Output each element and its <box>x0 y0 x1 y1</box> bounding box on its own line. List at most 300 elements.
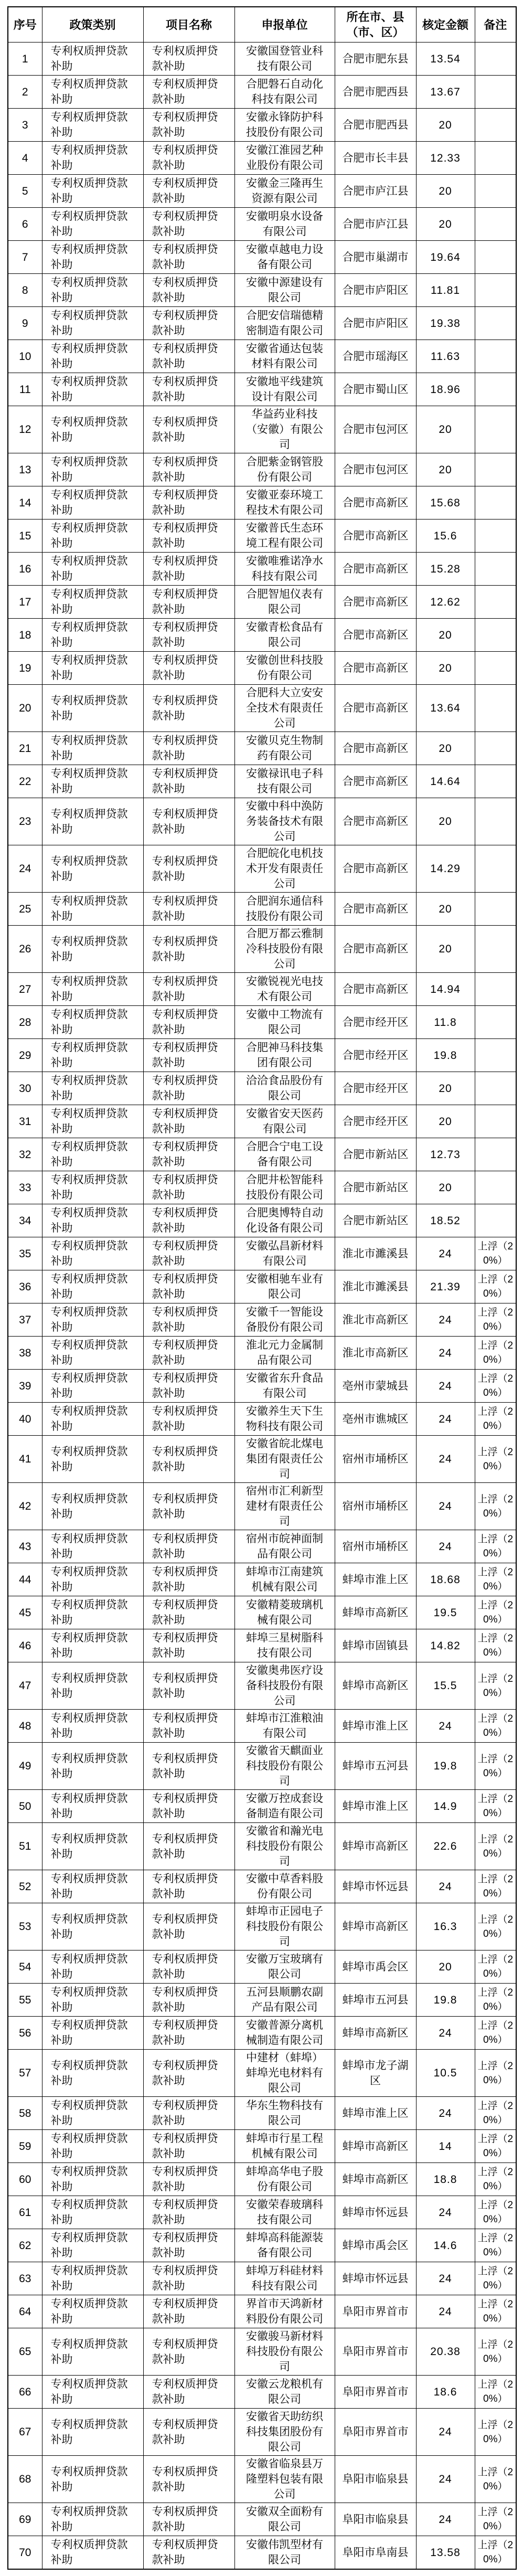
table-row <box>8 2229 516 2262</box>
remark-cell: 上浮（20%） <box>475 1903 516 1950</box>
remark-cell <box>475 1006 516 1039</box>
table-row <box>8 1563 516 1596</box>
table-row <box>8 1403 516 1436</box>
row-number-cell: 29 <box>8 1039 42 1072</box>
row-number-cell: 55 <box>8 1984 42 2017</box>
applicant-company-cell: 安徽禄讯电子科技有限公司 <box>234 765 335 798</box>
project-name-cell: 专利权质押贷款补助 <box>143 586 234 619</box>
row-number-cell: 40 <box>8 1403 42 1436</box>
remark-cell: 上浮（20%） <box>475 2328 516 2376</box>
city-county-cell: 合肥市庐江县 <box>335 175 416 208</box>
applicant-company-cell: 安徽相驰车业有限公司 <box>234 1270 335 1303</box>
project-name-cell: 专利权质押贷款补助 <box>143 2229 234 2262</box>
row-number-cell: 3 <box>8 109 42 142</box>
city-county-cell: 蚌埠市高新区 <box>335 2130 416 2163</box>
city-county-cell: 蚌埠市怀远县 <box>335 2196 416 2229</box>
applicant-company-cell: 合肥安信瑞德精密制造有限公司 <box>234 307 335 340</box>
project-name-cell: 专利权质押贷款补助 <box>143 1950 234 1984</box>
table-row <box>8 175 516 208</box>
remark-cell: 上浮（20%） <box>475 1270 516 1303</box>
project-name-cell: 专利权质押贷款补助 <box>143 926 234 973</box>
applicant-company-cell: 宿州市汇利新型建材有限责任公司 <box>234 1483 335 1530</box>
city-county-cell: 蚌埠市淮上区 <box>335 2097 416 2130</box>
table-row <box>8 2503 516 2536</box>
policy-category-cell: 专利权质押贷款补助 <box>42 798 143 845</box>
table-row <box>8 1950 516 1984</box>
approved-amount-cell: 13.54 <box>416 43 475 76</box>
approved-amount-cell: 22.6 <box>416 1823 475 1870</box>
policy-category-cell: 专利权质押贷款补助 <box>42 2328 143 2376</box>
city-county-cell: 淮北市濉溪县 <box>335 1270 416 1303</box>
approved-amount-cell: 19.8 <box>416 1039 475 1072</box>
row-number-cell: 70 <box>8 2536 42 2570</box>
table-row <box>8 2409 516 2456</box>
remark-cell <box>475 1138 516 1171</box>
project-name-cell: 专利权质押贷款补助 <box>143 732 234 765</box>
city-county-cell: 蚌埠市怀远县 <box>335 1870 416 1903</box>
city-county-cell: 合肥市包河区 <box>335 453 416 486</box>
policy-category-cell: 专利权质押贷款补助 <box>42 2017 143 2050</box>
approved-amount-cell: 11.8 <box>416 1006 475 1039</box>
remark-cell <box>475 1039 516 1072</box>
applicant-company-cell: 蚌埠高科能源装备有限公司 <box>234 2229 335 2262</box>
table-row <box>8 1870 516 1903</box>
table-row <box>8 1171 516 1204</box>
remark-cell: 上浮（20%） <box>475 2262 516 2295</box>
applicant-company-cell: 安徽永锋防护科技股份有限公司 <box>234 109 335 142</box>
table-row <box>8 1270 516 1303</box>
row-number-cell: 14 <box>8 486 42 520</box>
row-number-cell: 44 <box>8 1563 42 1596</box>
approved-amount-cell: 24 <box>416 2097 475 2130</box>
approved-amount-cell: 14.29 <box>416 845 475 893</box>
table-row <box>8 2196 516 2229</box>
remark-cell <box>475 208 516 241</box>
policy-category-cell: 专利权质押贷款补助 <box>42 586 143 619</box>
project-name-cell: 专利权质押贷款补助 <box>143 1596 234 1629</box>
city-county-cell: 合肥市高新区 <box>335 586 416 619</box>
policy-category-cell: 专利权质押贷款补助 <box>42 274 143 307</box>
approved-amount-cell: 12.62 <box>416 586 475 619</box>
table-row <box>8 43 516 76</box>
table-row <box>8 241 516 274</box>
project-name-cell: 专利权质押贷款补助 <box>143 2163 234 2196</box>
row-number-cell: 15 <box>8 520 42 553</box>
policy-category-cell: 专利权质押贷款补助 <box>42 1270 143 1303</box>
remark-cell: 上浮（20%） <box>475 1563 516 1596</box>
project-name-cell: 专利权质押贷款补助 <box>143 2262 234 2295</box>
row-number-cell: 50 <box>8 1790 42 1823</box>
project-name-cell: 专利权质押贷款补助 <box>143 1039 234 1072</box>
table-row <box>8 1337 516 1370</box>
applicant-company-cell: 安徽明泉水设备有限公司 <box>234 208 335 241</box>
city-county-cell: 蚌埠市高新区 <box>335 1662 416 1710</box>
row-number-cell: 17 <box>8 586 42 619</box>
row-number-cell: 35 <box>8 1237 42 1270</box>
approved-amount-cell: 13.64 <box>416 685 475 732</box>
city-county-cell: 合肥市蜀山区 <box>335 373 416 406</box>
policy-category-cell: 专利权质押贷款补助 <box>42 1984 143 2017</box>
approved-amount-cell: 20 <box>416 453 475 486</box>
city-county-cell: 合肥市肥西县 <box>335 109 416 142</box>
policy-category-cell: 专利权质押贷款补助 <box>42 1530 143 1563</box>
table-row <box>8 1436 516 1483</box>
applicant-company-cell: 安徽省和瀚光电科技股份有限公司 <box>234 1823 335 1870</box>
approved-amount-cell: 20 <box>416 175 475 208</box>
applicant-company-cell: 安徽省天助纺织科技集团股份有限公司 <box>234 2409 335 2456</box>
city-county-cell: 合肥市高新区 <box>335 798 416 845</box>
city-county-cell: 宿州市埇桥区 <box>335 1483 416 1530</box>
city-county-cell: 阜阳市临泉县 <box>335 2503 416 2536</box>
applicant-company-cell: 合肥井松智能科技股份有限公司 <box>234 1171 335 1204</box>
approved-amount-cell: 15.5 <box>416 1662 475 1710</box>
table-row <box>8 340 516 373</box>
remark-cell: 上浮（20%） <box>475 2376 516 2409</box>
row-number-cell: 45 <box>8 1596 42 1629</box>
policy-category-cell: 专利权质押贷款补助 <box>42 2536 143 2570</box>
city-county-cell: 蚌埠市五河县 <box>335 1743 416 1790</box>
approved-amount-cell: 18.96 <box>416 373 475 406</box>
policy-category-cell: 专利权质押贷款补助 <box>42 2050 143 2097</box>
policy-category-cell: 专利权质押贷款补助 <box>42 406 143 453</box>
policy-category-cell: 专利权质押贷款补助 <box>42 1436 143 1483</box>
table-row <box>8 1370 516 1403</box>
row-number-cell: 26 <box>8 926 42 973</box>
city-county-cell: 宿州市埇桥区 <box>335 1436 416 1483</box>
approved-amount-cell: 11.81 <box>416 274 475 307</box>
remark-cell <box>475 1072 516 1105</box>
approved-amount-cell: 12.33 <box>416 142 475 175</box>
city-county-cell: 亳州市谯城区 <box>335 1403 416 1436</box>
policy-category-cell: 专利权质押贷款补助 <box>42 142 143 175</box>
project-name-cell: 专利权质押贷款补助 <box>143 765 234 798</box>
approved-amount-cell: 24 <box>416 1483 475 1530</box>
remark-cell <box>475 373 516 406</box>
table-row <box>8 586 516 619</box>
applicant-company-cell: 合肥皖化电机技术开发有限责任公司 <box>234 845 335 893</box>
approved-amount-cell: 18.8 <box>416 2163 475 2196</box>
row-number-cell: 4 <box>8 142 42 175</box>
project-name-cell: 专利权质押贷款补助 <box>143 2050 234 2097</box>
table-row <box>8 1662 516 1710</box>
remark-cell: 上浮（20%） <box>475 2130 516 2163</box>
city-county-cell: 合肥市经开区 <box>335 1105 416 1138</box>
table-row <box>8 2130 516 2163</box>
city-county-cell: 合肥市高新区 <box>335 765 416 798</box>
applicant-company-cell: 安徽中源建设有限公司 <box>234 274 335 307</box>
approved-amount-cell: 20 <box>416 893 475 926</box>
project-name-cell: 专利权质押贷款补助 <box>143 142 234 175</box>
applicant-company-cell: 合肥润东通信科技股份有限公司 <box>234 893 335 926</box>
city-county-cell: 合肥市高新区 <box>335 553 416 586</box>
project-name-cell: 专利权质押贷款补助 <box>143 1629 234 1662</box>
project-name-cell: 专利权质押贷款补助 <box>143 1903 234 1950</box>
applicant-company-cell: 安徽卓越电力设备有限公司 <box>234 241 335 274</box>
project-name-cell: 专利权质押贷款补助 <box>143 1984 234 2017</box>
remark-cell <box>475 765 516 798</box>
applicant-company-cell: 安徽创世科技股份有限公司 <box>234 652 335 685</box>
remark-cell: 上浮（20%） <box>475 1436 516 1483</box>
remark-cell <box>475 453 516 486</box>
project-name-cell: 专利权质押贷款补助 <box>143 486 234 520</box>
table-row <box>8 109 516 142</box>
policy-category-cell: 专利权质押贷款补助 <box>42 241 143 274</box>
approved-amount-cell: 20 <box>416 1105 475 1138</box>
approved-amount-cell: 14.82 <box>416 1629 475 1662</box>
project-name-cell: 专利权质押贷款补助 <box>143 520 234 553</box>
policy-category-cell: 专利权质押贷款补助 <box>42 1370 143 1403</box>
approved-amount-cell: 20 <box>416 1950 475 1984</box>
city-county-cell: 合肥市肥东县 <box>335 43 416 76</box>
approved-amount-cell: 13.67 <box>416 76 475 109</box>
project-name-cell: 专利权质押贷款补助 <box>143 893 234 926</box>
policy-category-cell: 专利权质押贷款补助 <box>42 1743 143 1790</box>
row-number-cell: 62 <box>8 2229 42 2262</box>
remark-cell <box>475 76 516 109</box>
remark-cell <box>475 685 516 732</box>
row-number-cell: 65 <box>8 2328 42 2376</box>
row-number-cell: 7 <box>8 241 42 274</box>
approved-amount-cell: 20 <box>416 798 475 845</box>
policy-category-cell: 专利权质押贷款补助 <box>42 486 143 520</box>
applicant-company-cell: 安徽养生天下生物科技有限公司 <box>234 1403 335 1436</box>
remark-cell <box>475 142 516 175</box>
row-number-cell: 67 <box>8 2409 42 2456</box>
row-number-cell: 1 <box>8 43 42 76</box>
row-number-cell: 30 <box>8 1072 42 1105</box>
row-number-cell: 48 <box>8 1710 42 1743</box>
city-county-cell: 合肥市高新区 <box>335 619 416 652</box>
row-number-cell: 12 <box>8 406 42 453</box>
approved-amount-cell: 18.6 <box>416 2376 475 2409</box>
project-name-cell: 专利权质押贷款补助 <box>143 652 234 685</box>
table-row <box>8 2328 516 2376</box>
approved-amount-cell: 20 <box>416 109 475 142</box>
policy-category-cell: 专利权质押贷款补助 <box>42 373 143 406</box>
policy-category-cell: 专利权质押贷款补助 <box>42 1039 143 1072</box>
remark-cell <box>475 1105 516 1138</box>
city-county-cell: 淮北市濉溪县 <box>335 1237 416 1270</box>
approved-amount-cell: 14 <box>416 2130 475 2163</box>
policy-category-cell: 专利权质押贷款补助 <box>42 307 143 340</box>
applicant-company-cell: 合肥紫金钢管股份有限公司 <box>234 453 335 486</box>
city-county-cell: 蚌埠市五河县 <box>335 1984 416 2017</box>
applicant-company-cell: 蚌埠高华电子股份有限公司 <box>234 2163 335 2196</box>
row-number-cell: 60 <box>8 2163 42 2196</box>
project-name-cell: 专利权质押贷款补助 <box>143 553 234 586</box>
table-row <box>8 2295 516 2328</box>
applicant-company-cell: 安徽普氏生态环境工程有限公司 <box>234 520 335 553</box>
policy-category-cell: 专利权质押贷款补助 <box>42 1006 143 1039</box>
table-row <box>8 2050 516 2097</box>
approved-amount-cell: 18.68 <box>416 1563 475 1596</box>
table-row <box>8 553 516 586</box>
applicant-company-cell: 蚌埠万科硅材料科技有限公司 <box>234 2262 335 2295</box>
applicant-company-cell: 安徽省天麒面业科技股份有限公司 <box>234 1743 335 1790</box>
policy-category-cell: 专利权质押贷款补助 <box>42 1790 143 1823</box>
policy-category-cell: 专利权质押贷款补助 <box>42 1105 143 1138</box>
approved-amount-cell: 20 <box>416 208 475 241</box>
row-number-cell: 53 <box>8 1903 42 1950</box>
row-number-cell: 47 <box>8 1662 42 1710</box>
row-number-cell: 42 <box>8 1483 42 1530</box>
approved-amount-cell: 20 <box>416 652 475 685</box>
approved-amount-cell: 20 <box>416 406 475 453</box>
applicant-company-cell: 安徽金三隆再生资源有限公司 <box>234 175 335 208</box>
remark-cell <box>475 1204 516 1237</box>
city-county-cell: 合肥市经开区 <box>335 1006 416 1039</box>
project-name-cell: 专利权质押贷款补助 <box>143 1563 234 1596</box>
remark-cell: 上浮（20%） <box>475 2196 516 2229</box>
approved-amount-cell: 24 <box>416 1303 475 1337</box>
policy-category-cell: 专利权质押贷款补助 <box>42 2097 143 2130</box>
remark-cell: 上浮（20%） <box>475 1483 516 1530</box>
approved-amount-cell: 15.28 <box>416 553 475 586</box>
project-name-cell: 专利权质押贷款补助 <box>143 619 234 652</box>
applicant-company-cell: 合肥磐石自动化科技有限公司 <box>234 76 335 109</box>
table-row <box>8 685 516 732</box>
approved-amount-cell: 24 <box>416 1436 475 1483</box>
approved-amount-cell: 24 <box>416 2017 475 2050</box>
project-name-cell: 专利权质押贷款补助 <box>143 1370 234 1403</box>
project-name-cell: 专利权质押贷款补助 <box>143 1710 234 1743</box>
applicant-company-cell: 安徽锐视光电技术有限公司 <box>234 973 335 1006</box>
table-row <box>8 453 516 486</box>
project-name-cell: 专利权质押贷款补助 <box>143 1270 234 1303</box>
row-number-cell: 61 <box>8 2196 42 2229</box>
city-county-cell: 亳州市蒙城县 <box>335 1370 416 1403</box>
remark-cell <box>475 274 516 307</box>
approved-amount-cell: 24 <box>416 1403 475 1436</box>
remark-cell: 上浮（20%） <box>475 2097 516 2130</box>
policy-category-cell: 专利权质押贷款补助 <box>42 1171 143 1204</box>
applicant-company-cell: 合肥智旭仪表有限公司 <box>234 586 335 619</box>
project-name-cell: 专利权质押贷款补助 <box>143 2376 234 2409</box>
project-name-cell: 专利权质押贷款补助 <box>143 1790 234 1823</box>
approved-amount-cell: 24 <box>416 1870 475 1903</box>
applicant-company-cell: 合肥奥博特自动化设备有限公司 <box>234 1204 335 1237</box>
applicant-company-cell: 合肥科大立安安全技术有限责任公司 <box>234 685 335 732</box>
row-number-cell: 58 <box>8 2097 42 2130</box>
applicant-company-cell: 蚌埠市江淮粮油有限公司 <box>234 1710 335 1743</box>
applicant-company-cell: 合肥万都云雅制冷科技股份有限公司 <box>234 926 335 973</box>
applicant-company-cell: 界首市天鸿新材料股份有限公司 <box>234 2295 335 2328</box>
city-county-cell: 蚌埠市淮上区 <box>335 1563 416 1596</box>
policy-category-cell: 专利权质押贷款补助 <box>42 1237 143 1270</box>
row-number-cell: 34 <box>8 1204 42 1237</box>
row-number-cell: 6 <box>8 208 42 241</box>
applicant-company-cell: 安徽亚泰环境工程技术有限公司 <box>234 486 335 520</box>
approved-amount-cell: 11.63 <box>416 340 475 373</box>
table-row <box>8 1237 516 1270</box>
policy-category-cell: 专利权质押贷款补助 <box>42 1710 143 1743</box>
policy-category-cell: 专利权质押贷款补助 <box>42 76 143 109</box>
approved-amount-cell: 18.52 <box>416 1204 475 1237</box>
row-number-cell: 5 <box>8 175 42 208</box>
city-county-cell: 蚌埠市高新区 <box>335 2163 416 2196</box>
applicant-company-cell: 华东生物科技有限公司 <box>234 2097 335 2130</box>
project-name-cell: 专利权质押贷款补助 <box>143 2409 234 2456</box>
project-name-cell: 专利权质押贷款补助 <box>143 1403 234 1436</box>
row-number-cell: 16 <box>8 553 42 586</box>
table-row <box>8 1483 516 1530</box>
policy-category-cell: 专利权质押贷款补助 <box>42 1483 143 1530</box>
project-name-cell: 专利权质押贷款补助 <box>143 2456 234 2503</box>
remark-cell <box>475 893 516 926</box>
row-number-cell: 68 <box>8 2456 42 2503</box>
remark-cell: 上浮（20%） <box>475 2409 516 2456</box>
project-name-cell: 专利权质押贷款补助 <box>143 453 234 486</box>
approved-amount-cell: 20 <box>416 732 475 765</box>
row-number-cell: 46 <box>8 1629 42 1662</box>
table-row <box>8 486 516 520</box>
project-name-cell: 专利权质押贷款补助 <box>143 2097 234 2130</box>
subsidy-table <box>7 6 517 2570</box>
table-row <box>8 1984 516 2017</box>
city-county-cell: 合肥市新站区 <box>335 1204 416 1237</box>
row-number-cell: 36 <box>8 1270 42 1303</box>
remark-cell <box>475 845 516 893</box>
remark-cell <box>475 926 516 973</box>
row-number-cell: 19 <box>8 652 42 685</box>
applicant-company-cell: 安徽唯雅诺净水科技有限公司 <box>234 553 335 586</box>
remark-cell <box>475 798 516 845</box>
applicant-company-cell: 安徽伟凯型材有限公司 <box>234 2536 335 2570</box>
applicant-company-cell: 安徽江淮园艺种业股份有限公司 <box>234 142 335 175</box>
approved-amount-cell: 24 <box>416 1337 475 1370</box>
policy-category-cell: 专利权质押贷款补助 <box>42 2130 143 2163</box>
policy-category-cell: 专利权质押贷款补助 <box>42 1870 143 1903</box>
applicant-company-cell: 安徽省安天医药有限公司 <box>234 1105 335 1138</box>
remark-cell <box>475 553 516 586</box>
project-name-cell: 专利权质押贷款补助 <box>143 1823 234 1870</box>
applicant-company-cell: 中建材（蚌埠）蚌埠光电材料有限公司 <box>234 2050 335 2097</box>
table-row <box>8 765 516 798</box>
policy-category-cell: 专利权质押贷款补助 <box>42 2196 143 2229</box>
project-name-cell: 专利权质押贷款补助 <box>143 1006 234 1039</box>
remark-cell <box>475 307 516 340</box>
applicant-company-cell: 安徽贝克生物制药有限公司 <box>234 732 335 765</box>
applicant-company-cell: 安徽奥弗医疗设备科技股份有限公司 <box>234 1662 335 1710</box>
policy-category-cell: 专利权质押贷款补助 <box>42 2503 143 2536</box>
applicant-company-cell: 安徽荣春玻璃科技有限公司 <box>234 2196 335 2229</box>
policy-category-cell: 专利权质押贷款补助 <box>42 1629 143 1662</box>
applicant-company-cell: 安徽弘昌新材料有限公司 <box>234 1237 335 1270</box>
applicant-company-cell: 宿州市皖神面制品有限公司 <box>234 1530 335 1563</box>
policy-category-cell: 专利权质押贷款补助 <box>42 109 143 142</box>
project-name-cell: 专利权质押贷款补助 <box>143 43 234 76</box>
table-row <box>8 1743 516 1790</box>
remark-cell: 上浮（20%） <box>475 1790 516 1823</box>
table-row <box>8 845 516 893</box>
policy-category-cell: 专利权质押贷款补助 <box>42 175 143 208</box>
row-number-cell: 21 <box>8 732 42 765</box>
remark-cell: 上浮（20%） <box>475 1403 516 1436</box>
row-number-cell: 25 <box>8 893 42 926</box>
applicant-company-cell: 安徽万宝玻璃有限公司 <box>234 1950 335 1984</box>
city-county-cell: 合肥市新站区 <box>335 1171 416 1204</box>
remark-cell <box>475 973 516 1006</box>
policy-category-cell: 专利权质押贷款补助 <box>42 845 143 893</box>
row-number-cell: 8 <box>8 274 42 307</box>
remark-cell: 上浮（20%） <box>475 1370 516 1403</box>
applicant-company-cell: 蚌埠市行星工程机械有限公司 <box>234 2130 335 2163</box>
project-name-cell: 专利权质押贷款补助 <box>143 2536 234 2570</box>
remark-cell: 上浮（20%） <box>475 1337 516 1370</box>
project-name-cell: 专利权质押贷款补助 <box>143 1870 234 1903</box>
remark-cell: 上浮（20%） <box>475 2456 516 2503</box>
table-row <box>8 1710 516 1743</box>
